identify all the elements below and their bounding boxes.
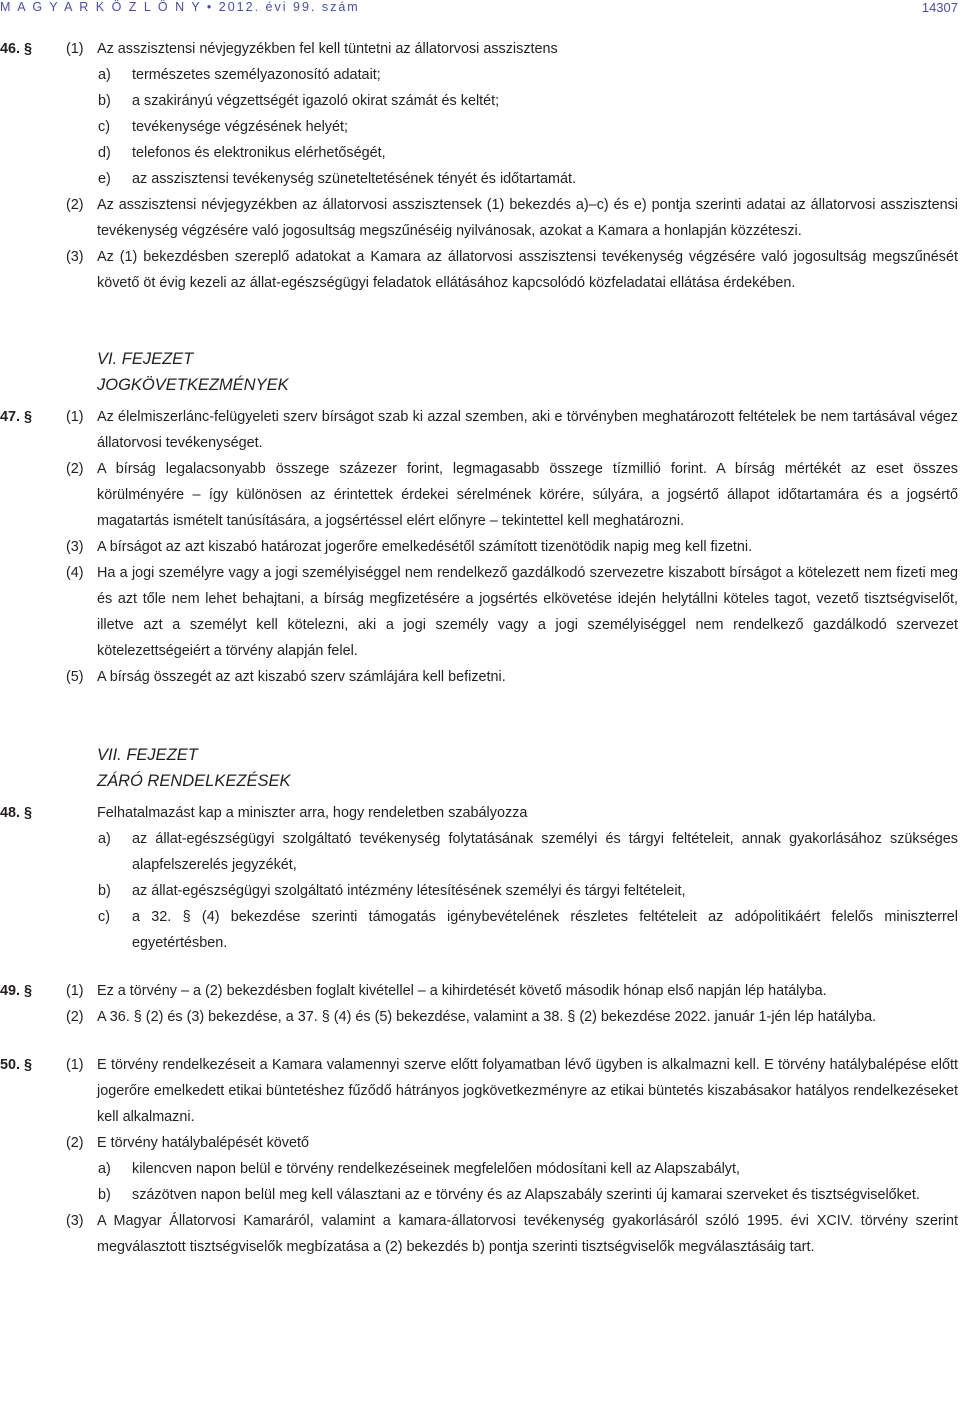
list-item [0,62,958,88]
paragraph [0,560,958,664]
section-number: 50. § [0,1057,33,1073]
item-text: az asszisztensi tevékenység szüneteltetésének tényét és időtartamát. [132,171,576,187]
paragraph [0,1130,958,1156]
paragraph-number: (5) [66,669,84,685]
page-header [0,0,960,22]
item-label: a) [98,1161,111,1177]
paragraph [0,1004,958,1030]
item-text: telefonos és elektronikus elérhetőségét, [132,145,386,161]
chapter-number: VII. FEJEZET [97,746,198,764]
section-number: 49. § [0,983,33,999]
paragraph-text: Az asszisztensi névjegyzékben az állatorvosi asszisztensek (1) bekezdés a)–c) és e) pontja szerinti adatai az állatorvosi asszisztensi tevékenység végzésére való jogosultság megszűnéséig nyilvánosak, azokat a Kamara a honlapján közzéteszi. [97,197,958,239]
section-46 [0,36,958,296]
list-item [0,88,958,114]
page-number: 14307 [921,0,958,15]
paragraph-number: (3) [66,1213,84,1229]
paragraph-text: A bírság összegét az azt kiszabó szerv számlájára kell befizetni. [97,669,506,685]
journal-title: M A G Y A R K Ö Z L Ö N Y • 2012. évi 99. szám [0,0,360,14]
item-label: a) [98,67,111,83]
paragraph-number: (2) [66,461,84,477]
paragraph-number: (1) [66,41,84,57]
paragraph [0,456,958,534]
list-item [0,904,958,956]
item-label: b) [98,93,111,109]
paragraph [0,978,958,1004]
paragraph-number: (2) [66,1009,84,1025]
list-item [0,114,958,140]
paragraph-text: Ha a jogi személyre vagy a jogi személyiséggel nem rendelkező gazdálkodó szervezetre kiszabott bírságot a kötelezett nem fizeti meg és azt tőle nem lehet behajtani, a bírság megfizetésére a jogsértés elkövetése idején helytállni köteles tagot, vezető tisztségviselőt, illetve azt a személyt kell kötelezni, aki a jogi személy vagy a jogi személyiséggel nem rendelkező gazdálkodó szervezet kötelezettségeiért a törvény alapján felel. [97,565,958,659]
paragraph-text: A bírságot az azt kiszabó határozat jogerőre emelkedésétől számított tizenötödik napig meg kell fizetni. [97,539,753,555]
section-number: 46. § [0,41,33,57]
paragraph [0,244,958,296]
paragraph [0,664,958,690]
section-47 [0,404,958,690]
paragraph-text: Az asszisztensi névjegyzékben fel kell tüntetni az állatorvosi asszisztens [97,41,558,57]
paragraph-number: (1) [66,1057,84,1073]
list-item [0,140,958,166]
paragraph [0,534,958,560]
list-item [0,166,958,192]
chapter-number: VI. FEJEZET [97,350,194,368]
chapter-heading [97,742,958,794]
paragraph-number: (2) [66,1135,84,1151]
item-label: d) [98,145,111,161]
chapter-heading [97,346,958,398]
list-item [0,1156,958,1182]
paragraph-text: E törvény hatálybalépését követő [97,1135,309,1151]
item-label: a) [98,831,111,847]
paragraph-text: Az élelmiszerlánc-felügyeleti szerv bírságot szab ki azzal szemben, aki e törvényben meghatározott feltételek be nem tartásával végez állatorvosi tevékenységet. [97,409,958,451]
item-text: százötven napon belül meg kell választani az e törvény és az Alapszabály szerinti új kamarai szerveket és tisztségviselőket. [132,1187,920,1203]
chapter-title: ZÁRÓ RENDELKEZÉSEK [97,772,291,790]
paragraph-text: E törvény rendelkezéseit a Kamara valamennyi szerve előtt folyamatban lévő ügyben is alkalmazni kell. E törvény hatálybalépése előtt jogerőre emelkedett etikai büntetéshez fűződő hátrányos jogkövetkezményre az etikai büntetés kiszabásakor hatályos rendelkezéseket kell alkalmazni. [97,1057,958,1125]
list-item [0,826,958,878]
document-body [0,36,958,1260]
paragraph [0,1052,958,1130]
list-item [0,878,958,904]
list-item [0,1182,958,1208]
item-text: természetes személyazonosító adatait; [132,67,381,83]
item-text: tevékenysége végzésének helyét; [132,119,349,135]
paragraph [0,1208,958,1260]
paragraph-text: A 36. § (2) és (3) bekezdése, a 37. § (4) és (5) bekezdése, valamint a 38. § (2) bekezdése 2022. január 1-jén lép hatályba. [97,1009,877,1025]
paragraph-number: (2) [66,197,84,213]
paragraph-text: A Magyar Állatorvosi Kamaráról, valamint a kamara-állatorvosi tevékenység gyakorlásáról szóló 1995. évi XCIV. törvény szerint megválasztott tisztségviselők megbízatása a (2) bekezdés b) pontja szerinti tisztségviselők megválasztásáig tart. [97,1213,958,1255]
paragraph-text: A bírság legalacsonyabb összege százezer forint, legmagasabb összege tízmillió forint. A bírság mértékét az eset összes körülményére – így különösen az érintettek érdekei sérelmének körére, súlyára, a jogsértő állapot időtartamára és a jogsértő magatartás ismételt tanúsítására, a jogsértéssel elért előnyre – tekintettel kell meghatározni. [97,461,958,529]
item-label: c) [98,909,110,925]
paragraph [0,192,958,244]
item-text: kilencven napon belül e törvény rendelkezéseinek megfelelően módosítani kell az Alapszabályt, [132,1161,740,1177]
chapter-title: JOGKÖVETKEZMÉNYEK [97,376,289,394]
item-label: e) [98,171,111,187]
paragraph-number: (3) [66,249,84,265]
item-label: b) [98,883,111,899]
section-49 [0,978,958,1030]
paragraph-text: Felhatalmazást kap a miniszter arra, hogy rendeletben szabályozza [97,805,528,821]
item-text: a 32. § (4) bekezdése szerinti támogatás igénybevételének részletes feltételeit az adópolitikáért felelős miniszterrel egyetértésben. [132,909,958,951]
paragraph-text: Ez a törvény – a (2) bekezdésben foglalt kivétellel – a kihirdetését követő második hónap első napján lép hatályba. [97,983,827,999]
section-50 [0,1052,958,1260]
section-number: 47. § [0,409,33,425]
paragraph [0,800,958,826]
item-text: a szakirányú végzettségét igazoló okirat számát és keltét; [132,93,500,109]
paragraph-number: (3) [66,539,84,555]
item-label: c) [98,119,110,135]
paragraph [0,36,958,62]
paragraph [0,404,958,456]
item-text: az állat-egészségügyi szolgáltató intézmény létesítésének személyi és tárgyi feltételeit, [132,883,686,899]
paragraph-number: (1) [66,983,84,999]
item-label: b) [98,1187,111,1203]
section-number: 48. § [0,805,33,821]
paragraph-number: (1) [66,409,84,425]
paragraph-text: Az (1) bekezdésben szereplő adatokat a Kamara az állatorvosi asszisztensi tevékenység végzésére való jogosultság megszűnését követő öt évig kezeli az állat-egészségügyi feladatok ellátásához kapcsolódó közfeladatai ellátása érdekében. [97,249,958,291]
section-48 [0,800,958,956]
paragraph-number: (4) [66,565,84,581]
item-text: az állat-egészségügyi szolgáltató tevékenység folytatásának személyi és tárgyi feltételeit, annak gyakorlásához szükséges alapfelszerelés jegyzékét, [132,831,958,873]
